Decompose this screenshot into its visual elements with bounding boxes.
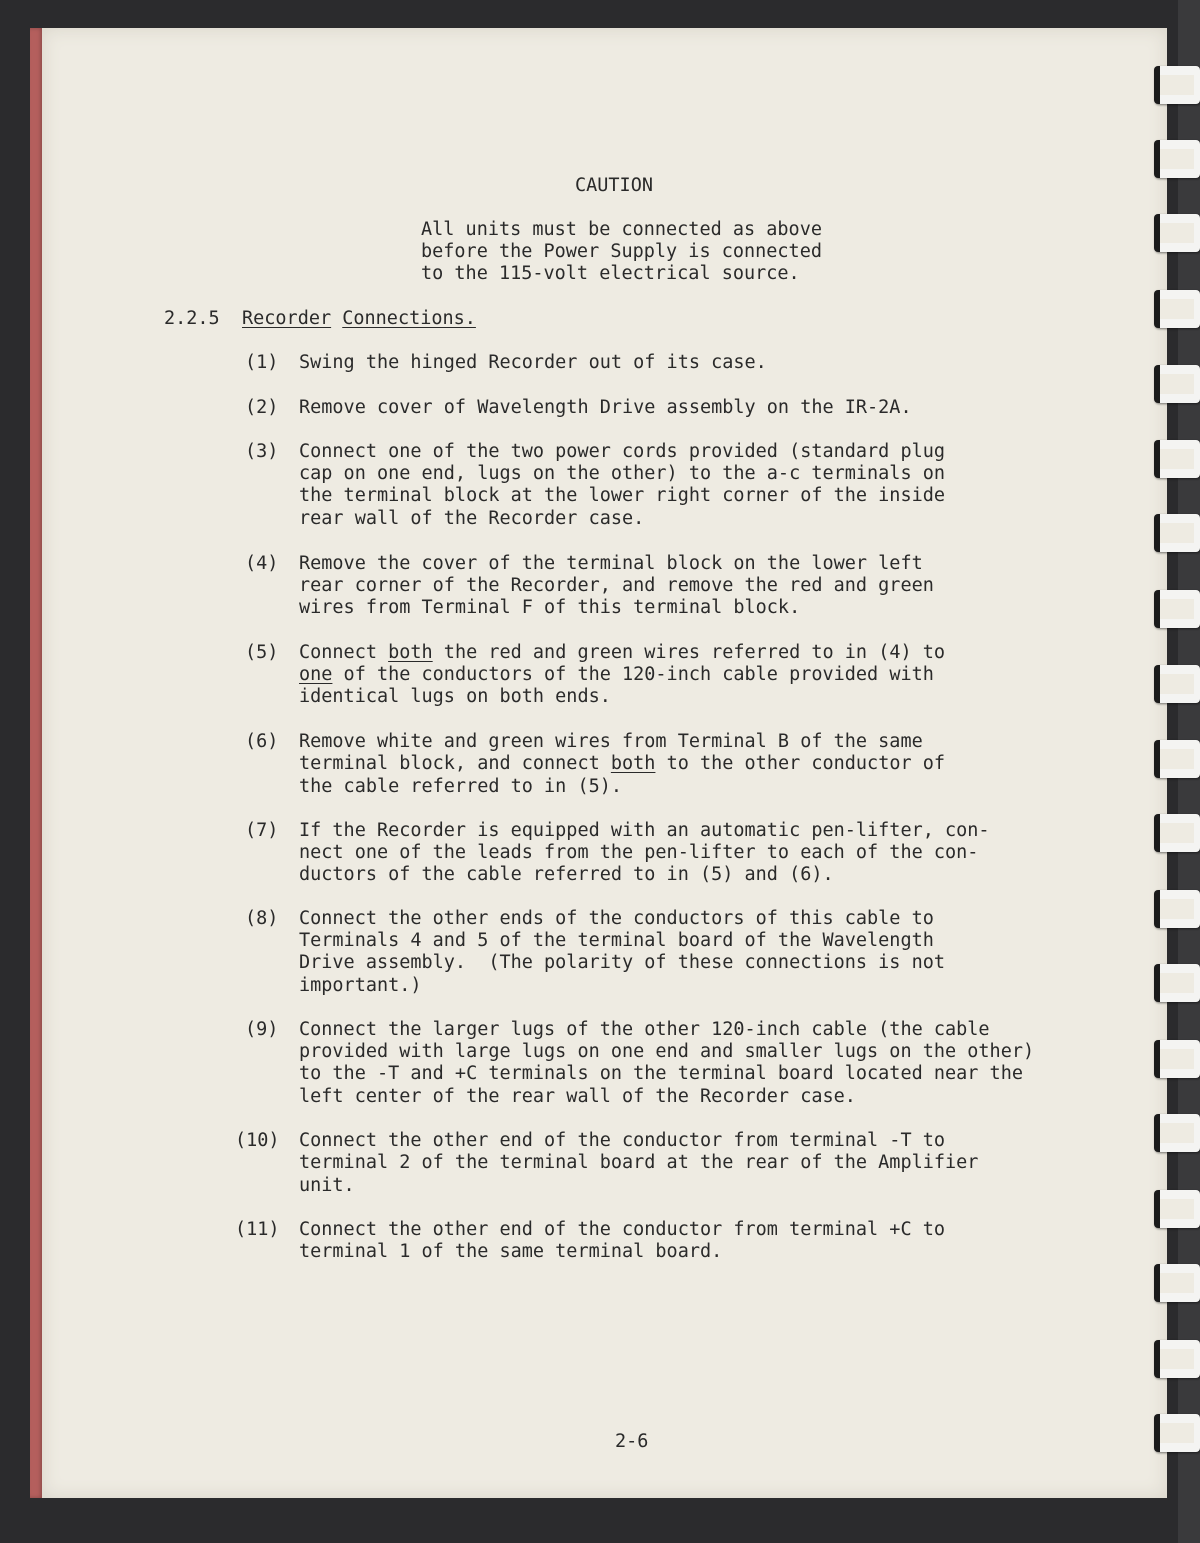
step-line: terminal 1 of the same terminal board.	[299, 1241, 723, 1262]
binding-coil	[1148, 1340, 1198, 1378]
section-title-word: Connections.	[342, 308, 476, 329]
binding-coil	[1148, 590, 1198, 628]
step-number: (1)	[245, 352, 279, 373]
step-line: Connect the other ends of the conductors of this cable to	[299, 908, 934, 929]
step-number: (11)	[235, 1219, 280, 1240]
step-line: identical lugs on both ends.	[299, 686, 611, 707]
step-line: rear wall of the Recorder case.	[299, 508, 645, 529]
step-number: (3)	[245, 441, 279, 462]
step-line: terminal 2 of the terminal board at the rear of the Amplifier	[299, 1152, 979, 1173]
step-line: to the -T and +C terminals on the terminal board located near the	[299, 1063, 1023, 1084]
step-number: (7)	[245, 820, 279, 841]
binding-coil	[1148, 890, 1198, 928]
section-number: 2.2.5	[164, 308, 220, 329]
binding-coil	[1148, 214, 1198, 252]
binding-coil	[1148, 740, 1198, 778]
binding-coil	[1148, 514, 1198, 552]
binding-coil	[1148, 290, 1198, 328]
step-text: Connect	[299, 642, 389, 663]
step-line: provided with large lugs on one end and smaller lugs on the other)	[299, 1041, 1035, 1062]
step-line: unit.	[299, 1175, 355, 1196]
binding-coil	[1148, 964, 1198, 1002]
step-number: (10)	[235, 1130, 280, 1151]
step-number: (8)	[245, 908, 279, 929]
binding-coil	[1148, 140, 1198, 178]
step-line: Remove cover of Wavelength Drive assembly on the IR-2A.	[299, 397, 912, 418]
step-line: Connect the other end of the conductor from terminal -T to	[299, 1130, 946, 1151]
binding-coil	[1148, 1264, 1198, 1302]
section-title	[242, 308, 476, 330]
page-number: 2-6	[615, 1431, 649, 1452]
step-line: the cable referred to in (5).	[299, 776, 623, 797]
step-text: of the conductors of the 120-inch cable provided with	[332, 664, 934, 685]
step-line: left center of the rear wall of the Recorder case.	[299, 1086, 856, 1107]
caution-heading: CAUTION	[575, 175, 653, 196]
step-text: terminal block, and connect	[299, 753, 611, 774]
binding-coil	[1148, 1114, 1198, 1152]
step-line: Terminals 4 and 5 of the terminal board of the Wavelength	[299, 930, 934, 951]
caution-line: All units must be connected as above	[421, 219, 822, 240]
step-number: (5)	[245, 642, 279, 663]
binding-coil	[1148, 1414, 1198, 1452]
caution-line: to the 115-volt electrical source.	[421, 263, 800, 284]
binding-coil	[1148, 66, 1198, 104]
emphasis-text: both	[610, 753, 656, 774]
binding-coil	[1148, 440, 1198, 478]
section-title-word: Recorder	[242, 308, 332, 329]
binding-coil	[1148, 1190, 1198, 1228]
step-line: Remove the cover of the terminal block on the lower left	[299, 553, 923, 574]
step-text: to the other conductor of	[655, 753, 946, 774]
step-line	[299, 753, 945, 775]
spiral-binding	[1140, 0, 1200, 1543]
step-line: Remove white and green wires from Terminal B of the same	[299, 731, 923, 752]
step-line: wires from Terminal F of this terminal block.	[299, 597, 801, 618]
step-line: important.)	[299, 975, 422, 996]
step-line: rear corner of the Recorder, and remove the red and green	[299, 575, 934, 596]
step-line: Connect the larger lugs of the other 120-inch cable (the cable	[299, 1019, 990, 1040]
step-line	[299, 642, 945, 664]
step-line	[299, 664, 934, 686]
step-line: If the Recorder is equipped with an automatic pen-lifter, con-	[299, 820, 990, 841]
step-line: ductors of the cable referred to in (5) and (6).	[299, 864, 834, 885]
step-text: the red and green wires referred to in (4) to	[432, 642, 946, 663]
binding-coil	[1148, 665, 1198, 703]
emphasis-text: one	[299, 664, 333, 685]
step-line: Connect one of the two power cords provided (standard plug	[299, 441, 946, 462]
emphasis-text: both	[388, 642, 433, 663]
step-line: cap on one end, lugs on the other) to the a-c terminals on	[299, 463, 946, 484]
step-line: the terminal block at the lower right corner of the inside	[299, 485, 946, 506]
step-line: Connect the other end of the conductor from terminal +C to	[299, 1219, 946, 1240]
caution-line: before the Power Supply is connected	[421, 241, 822, 262]
step-number: (2)	[245, 397, 279, 418]
step-line: Drive assembly. (The polarity of these connections is not	[299, 952, 946, 973]
step-number: (4)	[245, 553, 279, 574]
binding-coil	[1148, 365, 1198, 403]
step-line: Swing the hinged Recorder out of its case.	[299, 352, 767, 373]
binding-coil	[1148, 814, 1198, 852]
step-line: nect one of the leads from the pen-lifter to each of the con-	[299, 842, 979, 863]
binding-coil	[1148, 1040, 1198, 1078]
step-number: (9)	[245, 1019, 279, 1040]
step-number: (6)	[245, 731, 279, 752]
